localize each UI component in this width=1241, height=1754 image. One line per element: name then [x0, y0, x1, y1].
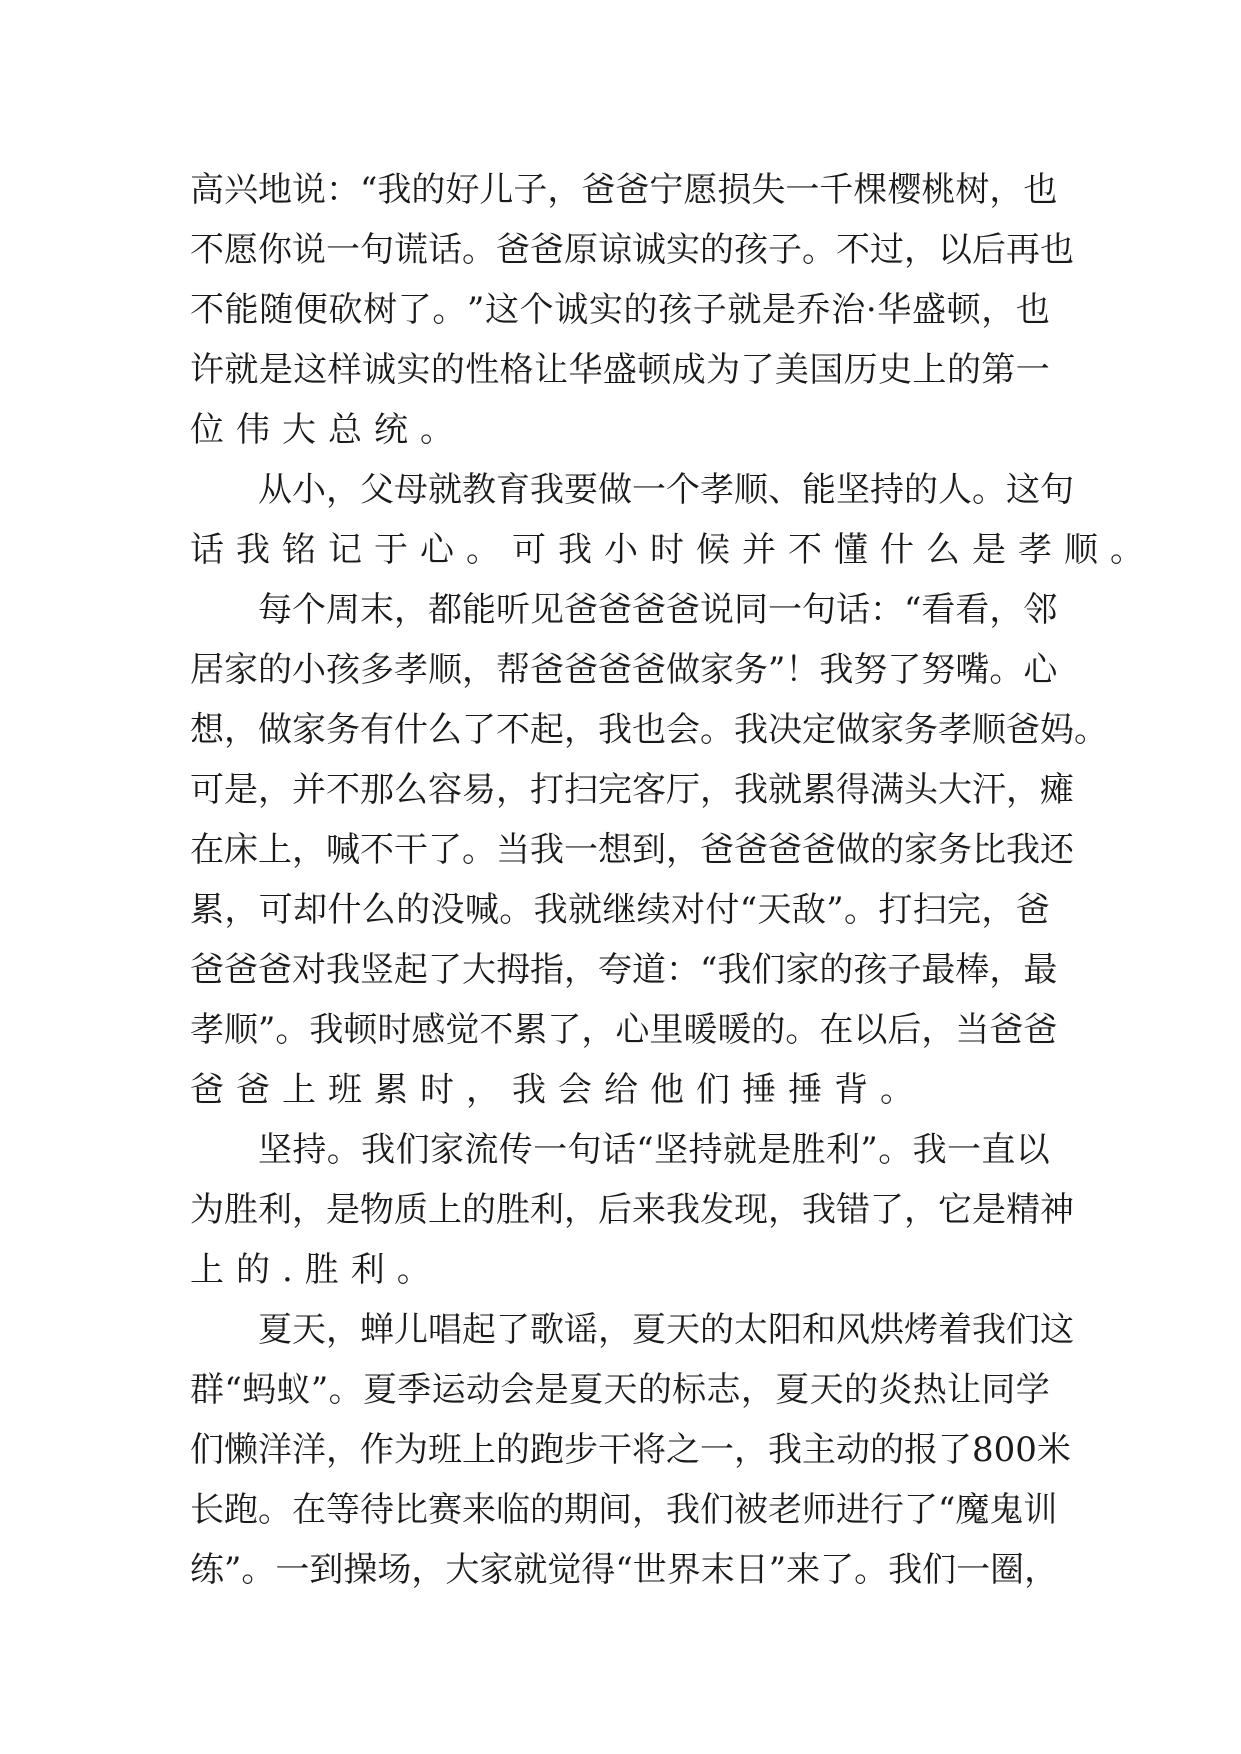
text-line: 上的.胜利。 [190, 1250, 443, 1290]
text-line: 在 床 上 ， 喊 不 干 了 。 当 我 一 想 到 ， 爸 爸 爸 爸 做 的 家 务 比 我 还 [190, 830, 1074, 870]
text-line: 练 ” 。 一 到 操 场 ， 大 家 就 觉 得 “ 世 界 末 日 ” 来 了 。 我 们 一 圈 ， [190, 1550, 1059, 1590]
body-text [190, 160, 1156, 1600]
text-line: 话我铭记于心。可我小时候并不懂什么是孝顺。 [190, 530, 1156, 570]
text-line: 可 是 ， 并 不 那 么 容 易 ， 打 扫 完 客 厅 ， 我 就 累 得 满 头 大 汗 ， 瘫 [190, 770, 1074, 810]
text-line: 们 懒 洋 洋 ， 作 为 班 上 的 跑 步 干 将 之 一 ， 我 主 动 的 报 了 800 米 [190, 1430, 1071, 1470]
text-line: 孝 顺 ” 。 我 顿 时 感 觉 不 累 了 ， 心 里 暖 暖 的 。 在 以 后 ， 当 爸 爸 [190, 1010, 1058, 1050]
text-line: 不 能 随 便 砍 树 了 。 ” 这 个 诚 实 的 孩 子 就 是 乔 治 · 华 盛 顿 ， 也 [190, 290, 1050, 330]
text-line: 位伟大总统。 [190, 410, 466, 450]
text-line: 从 小 ， 父 母 就 教 育 我 要 做 一 个 孝 顺 、 能 坚 持 的 人 。 这 句 [258, 470, 1074, 510]
text-line: 居 家 的 小 孩 多 孝 顺 ， 帮 爸 爸 爸 爸 做 家 务 ” ！ 我 努 了 努 嘴 。 心 [190, 650, 1058, 690]
text-line: 想 ， 做 家 务 有 什 么 了 不 起 ， 我 也 会 。 我 决 定 做 家 务 孝 顺 爸 妈 。 [190, 710, 1108, 750]
text-line: 每 个 周 末 ， 都 能 听 见 爸 爸 爸 爸 说 同 一 句 话 ： “ 看 看 ， 邻 [258, 590, 1058, 630]
text-line: 不 愿 你 说 一 句 谎 话 。 爸 爸 原 谅 诚 实 的 孩 子 。 不 过 ， 以 后 再 也 [190, 230, 1074, 270]
text-line: 为 胜 利 ， 是 物 质 上 的 胜 利 ， 后 来 我 发 现 ， 我 错 了 ， 它 是 精 神 [190, 1190, 1074, 1230]
text-line: 夏 天 ， 蝉 儿 唱 起 了 歌 谣 ， 夏 天 的 太 阳 和 风 烘 烤 着 我 们 这 [258, 1310, 1074, 1350]
text-line: 群 “ 蚂 蚁 ” 。 夏 季 运 动 会 是 夏 天 的 标 志 ， 夏 天 的 炎 热 让 同 学 [190, 1370, 1050, 1410]
text-line: 爸爸上班累时，我会给他们捶捶背。 [190, 1070, 926, 1110]
text-line: 高 兴 地 说 ： “ 我 的 好 儿 子 ， 爸 爸 宁 愿 损 失 一 千 棵 樱 桃 树 ， 也 [190, 170, 1058, 210]
text-line: 爸 爸 爸 对 我 竖 起 了 大 拇 指 ， 夸 道 ： “ 我 们 家 的 孩 子 最 棒 ， 最 [190, 950, 1058, 990]
text-line: 长 跑 。 在 等 待 比 赛 来 临 的 期 间 ， 我 们 被 老 师 进 行 了 “ 魔 鬼 训 [190, 1490, 1058, 1530]
text-line: 累 ， 可 却 什 么 的 没 喊 。 我 就 继 续 对 付 “ 天 敌 ” 。 打 扫 完 ， 爸 [190, 890, 1050, 930]
text-line: 许 就 是 这 样 诚 实 的 性 格 让 华 盛 顿 成 为 了 美 国 历 史 上 的 第 一 [190, 350, 1050, 390]
text-line: 坚 持 。 我 们 家 流 传 一 句 话 “ 坚 持 就 是 胜 利 ” 。 我 一 直 以 [258, 1130, 1050, 1170]
